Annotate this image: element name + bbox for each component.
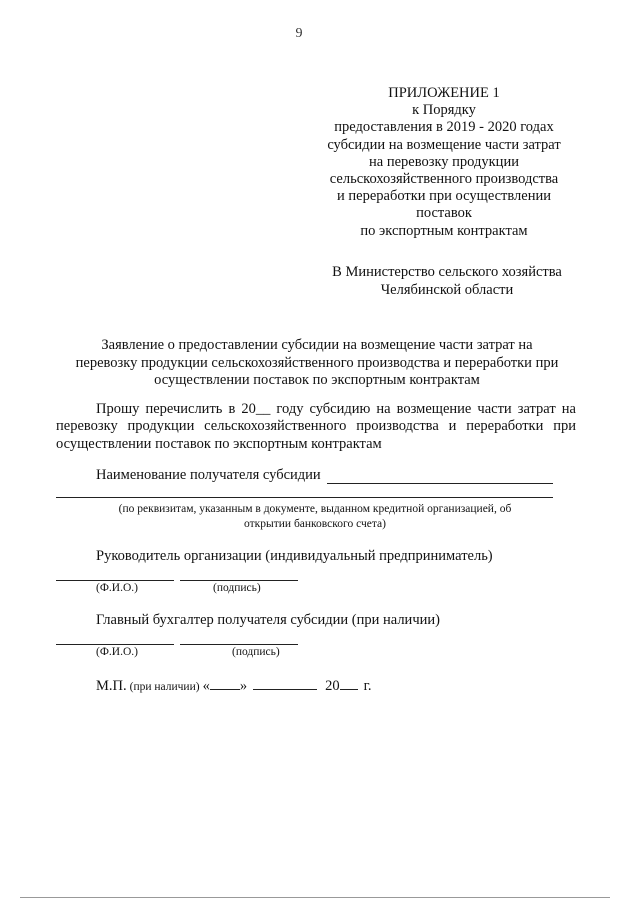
addressee-line: В Министерство сельского хозяйства xyxy=(332,264,562,280)
head-signature-caption: (подпись) xyxy=(213,582,261,594)
word: году xyxy=(276,401,304,417)
page-bottom-edge xyxy=(20,897,610,898)
appendix-header xyxy=(322,85,566,240)
appendix-line: на перевозку продукции xyxy=(369,153,519,170)
word: 20__ xyxy=(241,401,271,417)
head-signature-blank[interactable] xyxy=(180,580,298,581)
accountant-fio-caption: (Ф.И.О.) xyxy=(96,646,138,658)
month-blank[interactable] xyxy=(253,677,317,690)
word: Прошу xyxy=(96,401,140,417)
title-line: Заявление о предоставлении субсидии на возмещение части затрат на xyxy=(101,337,533,353)
appendix-line: предоставления в 2019 - 2020 годах xyxy=(334,119,554,136)
word: продукции xyxy=(127,418,195,435)
request-paragraph xyxy=(56,401,576,453)
stamp-date-line xyxy=(96,677,372,695)
word: затрат xyxy=(517,401,556,417)
appendix-line: сельскохозяйственного производства xyxy=(329,171,559,188)
accountant-signature-caption: (подпись) xyxy=(232,646,280,658)
request-line xyxy=(56,401,576,418)
word: и xyxy=(448,418,457,435)
word: перечислить xyxy=(145,401,223,417)
appendix-line: субсидии на возмещение части затрат xyxy=(327,136,561,153)
accountant-label: Главный бухгалтер получателя субсидии (при наличии) xyxy=(96,612,440,628)
appendix-line: к Порядку xyxy=(412,102,476,119)
request-line xyxy=(56,418,576,435)
word: возмещение xyxy=(396,401,472,417)
word: субсидию xyxy=(309,401,371,417)
appendix-line: поставок xyxy=(416,205,472,222)
recipient-name-blank[interactable] xyxy=(327,469,553,484)
application-title xyxy=(52,337,582,390)
year-blank[interactable] xyxy=(340,677,358,690)
word: при xyxy=(553,418,576,435)
requisites-note-line: открытии банковского счета) xyxy=(244,518,386,530)
title-line: перевозку продукции сельскохозяйственного производства и переработки при xyxy=(75,354,559,371)
appendix-line: и переработки при осуществлении xyxy=(337,188,551,205)
recipient-continuation-blank[interactable] xyxy=(56,497,553,498)
word: на xyxy=(376,401,391,417)
accountant-fio-blank[interactable] xyxy=(56,644,174,645)
word: перевозку xyxy=(56,418,118,435)
page-number: 9 xyxy=(295,26,303,41)
word: производства xyxy=(356,418,439,435)
close-quote: » xyxy=(239,678,248,694)
recipient-field xyxy=(96,467,553,484)
stamp-mp: М.П. xyxy=(96,678,127,694)
addressee-block xyxy=(318,264,576,299)
word: в xyxy=(228,401,236,417)
addressee-line: Челябинской области xyxy=(380,281,514,298)
word: переработки xyxy=(466,418,544,435)
request-line: осуществлении поставок по экспортным контрактам xyxy=(56,435,382,452)
accountant-signature-blank[interactable] xyxy=(180,644,298,645)
word: сельскохозяйственного xyxy=(204,418,347,435)
word: части xyxy=(477,401,512,417)
open-quote: « xyxy=(202,678,210,694)
recipient-label: Наименование получателя субсидии xyxy=(96,467,321,483)
appendix-line: по экспортным контрактам xyxy=(360,222,528,239)
stamp-if-any: (при наличии) xyxy=(129,681,200,693)
requisites-note xyxy=(80,502,550,532)
appendix-line: ПРИЛОЖЕНИЕ 1 xyxy=(388,85,500,101)
head-fio-blank[interactable] xyxy=(56,580,174,581)
year-suffix: г. xyxy=(363,678,372,694)
word: на xyxy=(561,401,576,417)
head-label: Руководитель организации (индивидуальный предприниматель) xyxy=(96,548,493,564)
head-fio-caption: (Ф.И.О.) xyxy=(96,582,138,594)
year-prefix: 20 xyxy=(325,678,340,694)
title-line: осуществлении поставок по экспортным контрактам xyxy=(154,372,480,388)
requisites-note-line: (по реквизитам, указанным в документе, выданном кредитной организацией, об xyxy=(118,503,512,515)
day-blank[interactable] xyxy=(210,677,240,690)
